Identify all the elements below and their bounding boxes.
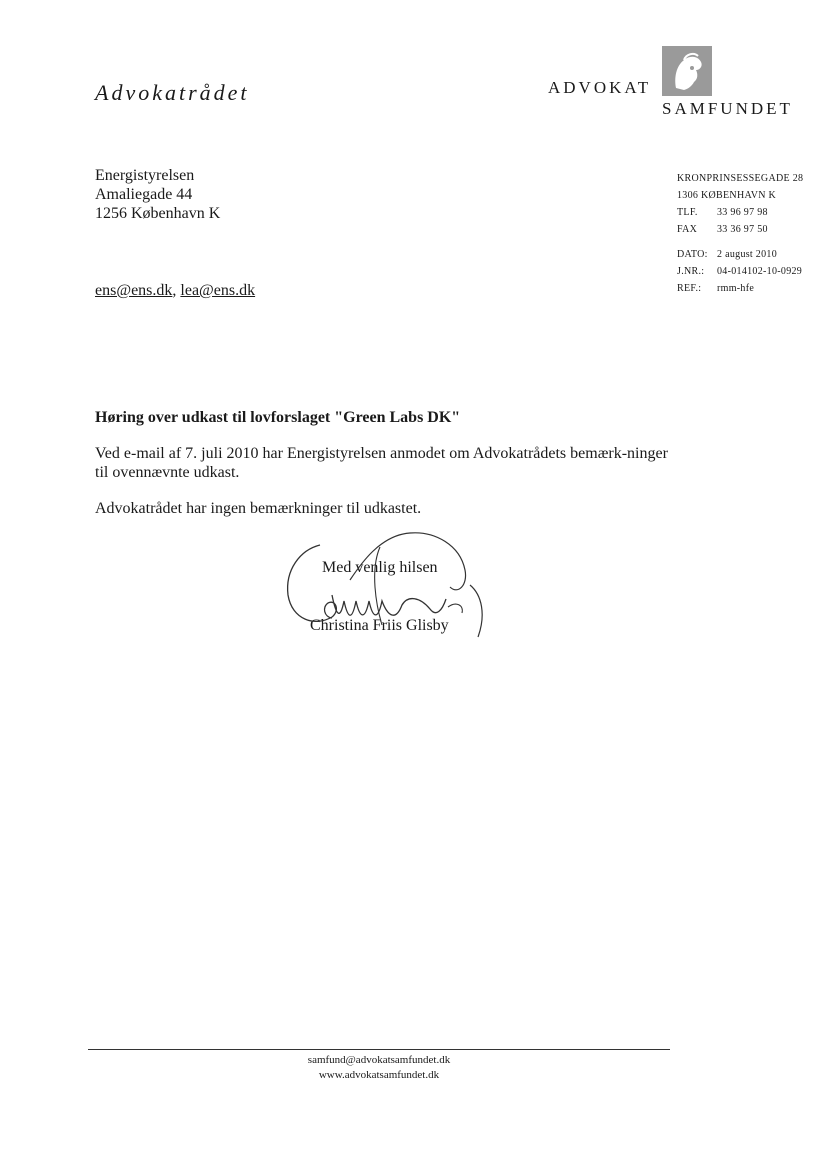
sender-street: KRONPRINSESSEGADE 28 (677, 173, 804, 184)
sender-phone-row (677, 204, 827, 221)
recipient-address (95, 166, 220, 223)
letter-paragraph: Advokatrådet har ingen bemærkninger til udkastet. (95, 500, 422, 517)
footer-website[interactable]: www.advokatsamfundet.dk (318, 1069, 440, 1081)
recipient-line: Amaliegade 44 (95, 186, 193, 203)
recipient-line: 1256 København K (95, 205, 221, 222)
ref-label: REF.: (677, 283, 702, 294)
handwritten-signature (270, 525, 500, 655)
footer-email[interactable]: samfund@advokatsamfundet.dk (307, 1054, 451, 1066)
fax-label: FAX (677, 224, 698, 235)
sender-fax-row (677, 221, 827, 238)
letter-paragraph: Ved e-mail af 7. juli 2010 har Energistyrelsen anmodet om Advokatrådets bemærk-ninger til ovennævnte udkast. (95, 445, 668, 481)
letter-subject: Høring over udkast til lovforslaget "Green Labs DK" (95, 409, 461, 426)
logo-wordmark-advokat: ADVOKAT (548, 78, 652, 97)
jnr-value: 04-014102-10-0929 (717, 266, 803, 277)
recipient-emails (95, 282, 255, 300)
helmeted-head-emblem-icon (662, 46, 712, 96)
footer-divider (88, 1049, 670, 1050)
phone-label: TLF. (677, 207, 698, 218)
date-value: 2 august 2010 (717, 249, 778, 260)
email-link-lea[interactable]: lea@ens.dk (180, 282, 256, 299)
signer-name: Christina Friis Glisby (310, 617, 449, 634)
closing-greeting: Med venlig hilsen (322, 559, 438, 576)
logo-wordmark-samfundet: SAMFUNDET (662, 99, 793, 118)
phone-value: 33 96 97 98 (717, 207, 768, 218)
ref-value: rmm-hfe (717, 283, 755, 294)
recipient-line: Energistyrelsen (95, 167, 195, 184)
jnr-label: J.NR.: (677, 266, 705, 277)
date-row (677, 246, 827, 263)
ref-row (677, 280, 827, 297)
jnr-row (677, 263, 827, 280)
fax-value: 33 36 97 50 (717, 224, 768, 235)
email-separator: , (172, 282, 177, 299)
sender-city: 1306 KØBENHAVN K (677, 190, 777, 201)
date-label: DATO: (677, 249, 708, 260)
sender-info-block (677, 170, 827, 297)
email-link-ens[interactable]: ens@ens.dk (95, 282, 173, 299)
council-name: Advokatrådet (95, 80, 250, 105)
